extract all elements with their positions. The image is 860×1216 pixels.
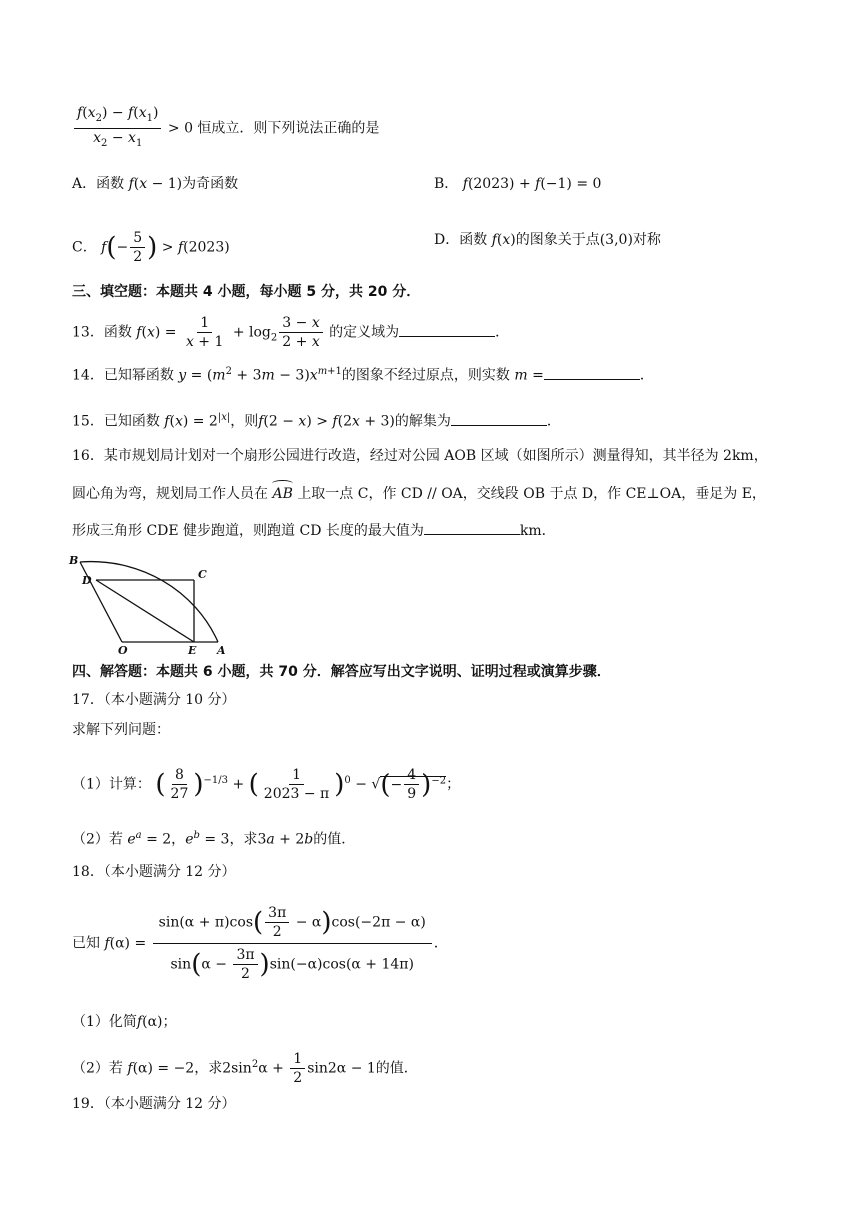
q12-option-a: A．函数 f(x − 1)为奇函数 (72, 176, 239, 192)
section4-title: 四、解答题：本题共 6 小题，共 70 分．解答应写出文字说明、证明过程或演算步骤． (72, 664, 611, 680)
q12-option-b: B． f(2023) + f(−1) = 0 (434, 176, 602, 192)
label-b: B (69, 554, 79, 567)
sector-figure (66, 550, 234, 656)
q18-given: 已知 f(α) = sin(α + π)cos( $\frac{3\pi}{2}$ − α)cos(−2π − α) sin(α − $\frac{3\pi}{2}$ )sin(−α)cos(α + 14π) ． (72, 902, 448, 985)
q17-part2: （2）若 $e^a = 2$，$e^b = 3$，求3a + 2b的值． (72, 830, 356, 848)
q15-blank[interactable] (451, 411, 547, 426)
q17-part1: （1）计算： ( $\frac{8}{27}$ )$^{-1/3}$ + ( $\frac{1}{2023 - \pi}$ )$^0$ − √(− $\frac{4}{9}$ )$^{-2}$； (72, 767, 461, 802)
q16-blank[interactable] (424, 520, 520, 535)
q12-option-d: D．函数 f(x)的图象关于点(3,0)对称 (434, 232, 661, 248)
q12-condition-text: > 0 恒成立．则下列说法正确的是 (167, 120, 380, 137)
q19-head: 19．（本小题满分 12 分） (72, 1096, 236, 1112)
label-e: E (188, 644, 197, 656)
q14-blank[interactable] (544, 365, 640, 380)
q14: 14．已知幂函数 $y = (m^2 + 3m - 3)x^{m+1}$的图象不经过原点，则实数 m = ． (72, 366, 654, 384)
section3-title: 三、填空题：本题共 4 小题，每小题 5 分，共 20 分． (72, 284, 421, 300)
q12-condition (72, 104, 379, 153)
label-o: O (118, 644, 128, 656)
q16-line1: 16．某市规划局计划对一个扇形公园进行改造，经过对公园 AOB 区域（如图所示）测量得知，其半径为 2km， (72, 448, 768, 464)
label-d: D (82, 574, 92, 587)
q13-blank[interactable] (399, 322, 495, 337)
q12-fraction: $\frac{f(x_2) - f(x_1)}{x_2 - x_1}$ (74, 104, 161, 153)
q18-part1: （1）化简f(α)； (72, 1014, 177, 1030)
label-c: C (198, 568, 207, 581)
q17-head: 17．（本小题满分 10 分） (72, 692, 236, 708)
segment-de (96, 580, 194, 642)
q17-intro: 求解下列问题： (72, 722, 170, 738)
arc-ab: AB (272, 486, 293, 502)
label-a: A (217, 644, 226, 656)
q15: 15．已知函数 $f(x) = 2^{|x|}$，则f(2 − x) > f(2x + 3)的解集为 ． (72, 412, 561, 430)
q13: 13．函数 f(x) = $\frac{1}{x + 1}$ + $\log_2$ $\frac{3 - x}{2 + x}$ 的定义域为 ． (72, 315, 510, 350)
q18-head: 18．（本小题满分 12 分） (72, 864, 236, 880)
q16-line2: 圆心角为弯，规划局工作人员在 AB 上取一点 C，作 CD // OA，交线段 OB 于点 D，作 CE⊥OA，垂足为 E， (72, 486, 766, 502)
q18-part2: （2）若 f(α) = −2，求$2\sin^2\alpha$ + $\frac{1}{2}$ sin2α − 1的值． (72, 1051, 418, 1086)
q12-option-c: C． f(− $\frac{5}{2}$ ) > f(2023) (72, 230, 230, 265)
q16-line3: 形成三角形 CDE 健步跑道，则跑道 CD 长度的最大值为 km． (72, 520, 556, 541)
